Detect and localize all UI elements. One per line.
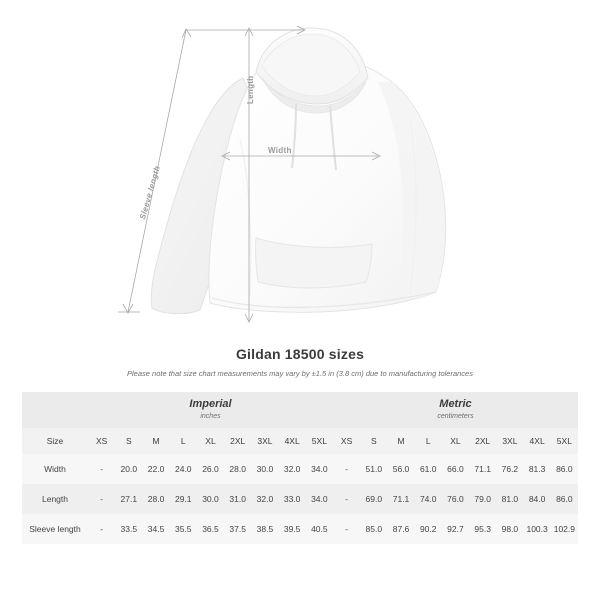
header-imperial-4xl: 4XL: [279, 428, 306, 454]
table-row: [22, 514, 578, 544]
cell-sleeve-imperial-xl: 36.5: [197, 514, 224, 544]
cell-width-metric-2xl: 71.1: [469, 454, 496, 484]
table-row: [22, 454, 578, 484]
row-label-sleeve-length: Sleeve length: [22, 514, 88, 544]
header-metric-5xl: 5XL: [551, 428, 578, 454]
row-label-length: Length: [22, 484, 88, 514]
cell-length-imperial-s: 27.1: [115, 484, 142, 514]
cell-sleeve-imperial-l: 35.5: [170, 514, 197, 544]
header-metric-xl: XL: [442, 428, 469, 454]
cell-sleeve-metric-l: 90.2: [415, 514, 442, 544]
size-table-wrapper: [22, 392, 578, 544]
header-metric-4xl: 4XL: [524, 428, 551, 454]
cell-length-imperial-5xl: 34.0: [306, 484, 333, 514]
cell-sleeve-imperial-4xl: 39.5: [279, 514, 306, 544]
cell-width-imperial-5xl: 34.0: [306, 454, 333, 484]
title-block: [0, 346, 600, 378]
page-title: Gildan 18500 sizes: [235, 346, 365, 362]
cell-width-metric-m: 56.0: [387, 454, 414, 484]
cell-sleeve-metric-xl: 92.7: [442, 514, 469, 544]
unit-group-spacer: [22, 392, 88, 428]
cell-width-metric-xs: -: [333, 454, 360, 484]
imperial-title: Imperial: [189, 398, 232, 410]
cell-sleeve-metric-m: 87.6: [387, 514, 414, 544]
header-imperial-m: M: [142, 428, 169, 454]
cell-sleeve-metric-2xl: 95.3: [469, 514, 496, 544]
metric-group-header: [333, 392, 578, 428]
cell-length-imperial-m: 28.0: [142, 484, 169, 514]
metric-subtitle: centimeters: [437, 413, 474, 420]
cell-sleeve-metric-xs: -: [333, 514, 360, 544]
cell-length-metric-4xl: 84.0: [524, 484, 551, 514]
sleeve-length-measure-label: Sleeve length: [138, 164, 162, 221]
header-imperial-2xl: 2XL: [224, 428, 251, 454]
size-table: [22, 392, 578, 544]
cell-width-imperial-s: 20.0: [115, 454, 142, 484]
cell-length-imperial-3xl: 32.0: [251, 484, 278, 514]
cell-width-imperial-l: 24.0: [170, 454, 197, 484]
imperial-subtitle: inches: [200, 413, 221, 420]
header-imperial-xs: XS: [88, 428, 115, 454]
cell-width-imperial-3xl: 30.0: [251, 454, 278, 484]
cell-length-metric-xs: -: [333, 484, 360, 514]
cell-width-imperial-xl: 26.0: [197, 454, 224, 484]
cell-length-imperial-xl: 30.0: [197, 484, 224, 514]
header-imperial-3xl: 3XL: [251, 428, 278, 454]
header-metric-3xl: 3XL: [496, 428, 523, 454]
size-header-row: [22, 428, 578, 454]
cell-width-imperial-xs: -: [88, 454, 115, 484]
cell-sleeve-imperial-xs: -: [88, 514, 115, 544]
cell-length-metric-l: 74.0: [415, 484, 442, 514]
header-metric-l: L: [415, 428, 442, 454]
cell-width-imperial-m: 22.0: [142, 454, 169, 484]
header-metric-2xl: 2XL: [469, 428, 496, 454]
cell-sleeve-imperial-2xl: 37.5: [224, 514, 251, 544]
cell-length-metric-3xl: 81.0: [496, 484, 523, 514]
size-column-header: Size: [22, 428, 88, 454]
cell-sleeve-metric-5xl: 102.9: [551, 514, 578, 544]
cell-length-metric-s: 69.0: [360, 484, 387, 514]
header-metric-m: M: [387, 428, 414, 454]
cell-width-imperial-2xl: 28.0: [224, 454, 251, 484]
header-metric-s: S: [360, 428, 387, 454]
cell-sleeve-metric-4xl: 100.3: [524, 514, 551, 544]
header-imperial-xl: XL: [197, 428, 224, 454]
header-imperial-l: L: [170, 428, 197, 454]
cell-length-metric-2xl: 79.0: [469, 484, 496, 514]
imperial-group-header: [88, 392, 333, 428]
cell-width-metric-4xl: 81.3: [524, 454, 551, 484]
cell-width-metric-5xl: 86.0: [551, 454, 578, 484]
cell-sleeve-imperial-5xl: 40.5: [306, 514, 333, 544]
width-measure-label: Width: [268, 146, 292, 155]
cell-length-imperial-2xl: 31.0: [224, 484, 251, 514]
cell-length-metric-5xl: 86.0: [551, 484, 578, 514]
cell-length-imperial-l: 29.1: [170, 484, 197, 514]
tolerance-note: Please note that size chart measurements may vary by ±1.5 in (3.8 cm) due to manufacturing tolerances: [127, 369, 473, 378]
header-imperial-s: S: [115, 428, 142, 454]
unit-group-row: [22, 392, 578, 428]
cell-width-imperial-4xl: 32.0: [279, 454, 306, 484]
cell-sleeve-imperial-3xl: 38.5: [251, 514, 278, 544]
cell-width-metric-3xl: 76.2: [496, 454, 523, 484]
metric-title: Metric: [439, 398, 472, 410]
header-metric-xs: XS: [333, 428, 360, 454]
cell-length-metric-m: 71.1: [387, 484, 414, 514]
cell-length-imperial-xs: -: [88, 484, 115, 514]
cell-width-metric-xl: 66.0: [442, 454, 469, 484]
cell-sleeve-imperial-s: 33.5: [115, 514, 142, 544]
table-row: [22, 484, 578, 514]
header-imperial-5xl: 5XL: [306, 428, 333, 454]
row-label-width: Width: [22, 454, 88, 484]
cell-sleeve-imperial-m: 34.5: [142, 514, 169, 544]
cell-width-metric-s: 51.0: [360, 454, 387, 484]
cell-sleeve-metric-3xl: 98.0: [496, 514, 523, 544]
cell-sleeve-metric-s: 85.0: [360, 514, 387, 544]
cell-length-metric-xl: 76.0: [442, 484, 469, 514]
cell-width-metric-l: 61.0: [415, 454, 442, 484]
cell-length-imperial-4xl: 33.0: [279, 484, 306, 514]
length-measure-label: Length: [246, 75, 255, 104]
